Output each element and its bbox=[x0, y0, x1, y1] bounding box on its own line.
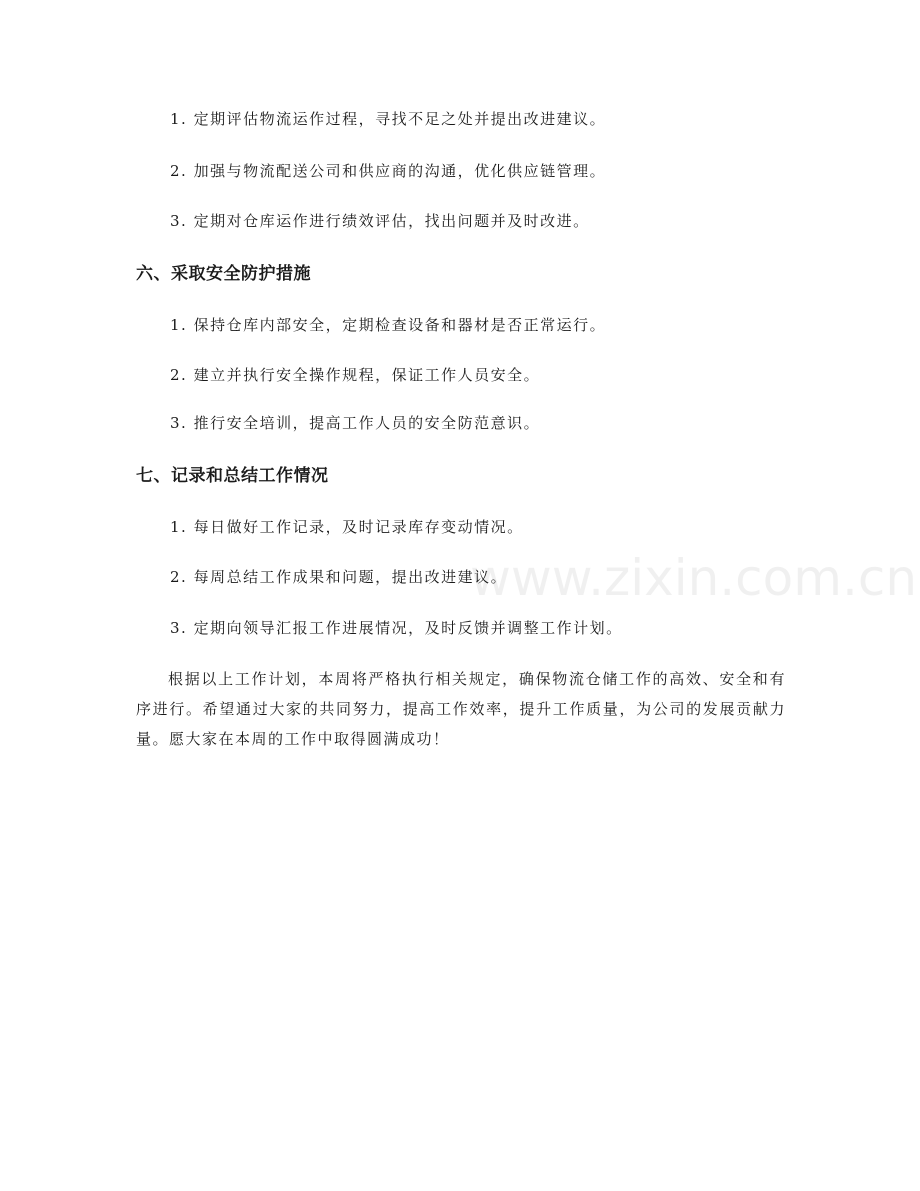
list-item: 2. 每周总结工作成果和问题，提出改进建议。 bbox=[170, 568, 508, 586]
section-heading-safety: 六、采取安全防护措施 bbox=[136, 264, 311, 284]
list-item: 2. 建立并执行安全操作规程，保证工作人员安全。 bbox=[170, 366, 541, 384]
list-item: 3. 定期对仓库运作进行绩效评估，找出问题并及时改进。 bbox=[170, 212, 590, 230]
closing-paragraph: 根据以上工作计划，本周将严格执行相关规定，确保物流仓储工作的高效、安全和有序进行。希望通过大家的共同努力，提高工作效率，提升工作质量，为公司的发展贡献力量。愿大家在本周的工作中取得圆满成功！ bbox=[136, 670, 786, 748]
list-item: 1. 定期评估物流运作过程，寻找不足之处并提出改进建议。 bbox=[170, 110, 607, 128]
list-item: 1. 保持仓库内部安全，定期检查设备和器材是否正常运行。 bbox=[170, 316, 607, 334]
list-item: 3. 定期向领导汇报工作进展情况，及时反馈并调整工作计划。 bbox=[170, 619, 623, 637]
list-item: 1. 每日做好工作记录，及时记录库存变动情况。 bbox=[170, 518, 524, 536]
watermark: www.zixin.com.cn bbox=[470, 549, 918, 607]
list-item: 3. 推行安全培训，提高工作人员的安全防范意识。 bbox=[170, 414, 541, 432]
list-item: 2. 加强与物流配送公司和供应商的沟通，优化供应链管理。 bbox=[170, 162, 607, 180]
section-heading-records: 七、记录和总结工作情况 bbox=[136, 466, 329, 486]
